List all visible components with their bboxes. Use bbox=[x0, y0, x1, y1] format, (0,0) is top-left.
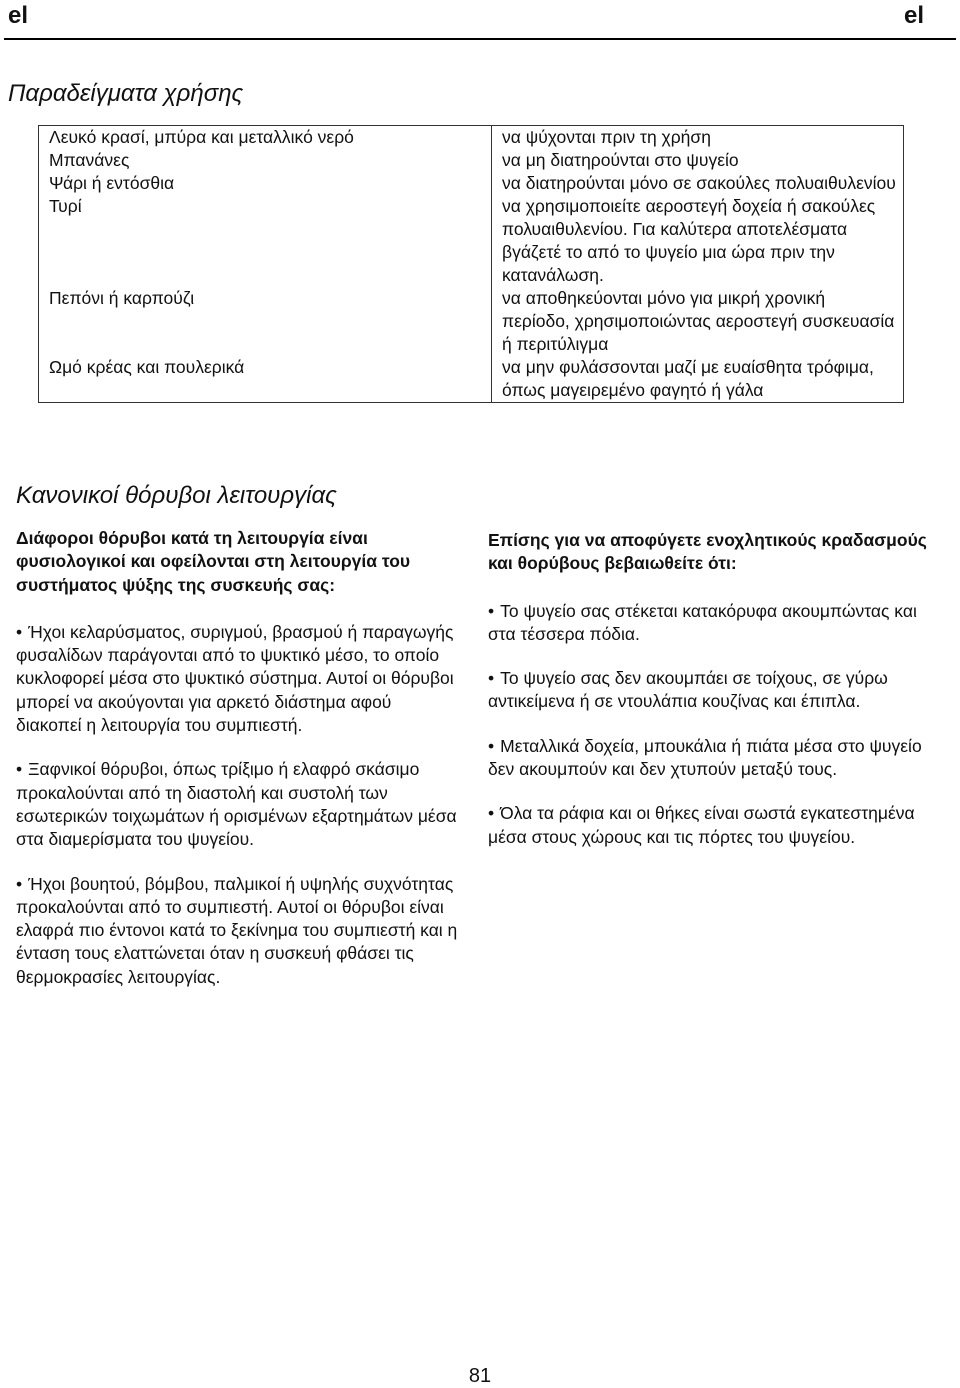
advice-cell bbox=[492, 287, 904, 356]
food-text: Ψάρι ή εντόσθια bbox=[49, 173, 175, 193]
noise-right-lead: Επίσης για να αποφύγετε ενοχλητικούς κραδασμούς και θορύβους βεβαιωθείτε ότι: bbox=[488, 530, 927, 574]
examples-title: Παραδείγματα χρήσης bbox=[8, 80, 244, 107]
noise-title: Κανονικοί θόρυβοι λειτουργίας bbox=[16, 482, 337, 509]
header-language-left: el bbox=[8, 2, 29, 29]
advice-text: να ψύχονται πριν τη χρήση bbox=[502, 127, 711, 147]
list-item: • Ήχοι κελαρύσματος, συριγμού, βρασμού ή παραγωγής φυσαλίδων παράγονται από το ψυκτικό μέσο, το οποίο κυκλοφορεί μέσα στο ψυκτικό σύστημα. Αυτοί οι θόρυβοι μπορεί να ακούγονται για αρκετό διάστημα αφού διακοπεί η λειτουργία του συμπιεστή. bbox=[16, 621, 454, 736]
food-cell bbox=[39, 126, 492, 196]
food-cell bbox=[39, 195, 492, 287]
list-item: • Μεταλλικά δοχεία, μπουκάλια ή πιάτα μέσα στο ψυγείο δεν ακουμπούν και δεν χτυπούν μεταξύ τους. bbox=[488, 735, 922, 780]
table-row bbox=[39, 356, 904, 403]
food-cell bbox=[39, 287, 492, 356]
header-language-right: el bbox=[903, 2, 924, 29]
table-row bbox=[39, 126, 904, 196]
advice-text: να μην φυλάσσονται μαζί με ευαίσθητα τρόφιμα, όπως μαγειρεμένο φαγητό ή γάλα bbox=[502, 357, 874, 400]
advice-cell bbox=[492, 195, 904, 287]
list-item: • Ξαφνικοί θόρυβοι, όπως τρίξιμο ή ελαφρό σκάσιμο προκαλούνται από τη διαστολή και συστολή των εσωτερικών τοιχωμάτων ή ορισμένων εξαρτημάτων μέσα στα διαμερίσματα του ψυγείου. bbox=[16, 759, 457, 850]
table-row bbox=[39, 287, 904, 356]
list-item: • Το ψυγείο σας στέκεται κατακόρυφα ακουμπώντας και στα τέσσερα πόδια. bbox=[488, 600, 917, 644]
advice-cell bbox=[492, 356, 904, 403]
advice-cell bbox=[492, 126, 904, 196]
food-cell bbox=[39, 356, 492, 403]
advice-text: να μη διατηρούνται στο ψυγείο bbox=[502, 150, 739, 170]
noise-left-column bbox=[16, 527, 461, 1010]
food-text: Λευκό κρασί, μπύρα και μεταλλικό νερό bbox=[49, 127, 354, 147]
table-row bbox=[39, 195, 904, 287]
page-number: 81 bbox=[468, 1365, 492, 1387]
advice-text: να αποθηκεύονται μόνο για μικρή χρονική περίοδο, χρησιμοποιώντας αεροστεγή συσκευασία ή περιτύλιγμα bbox=[502, 288, 895, 354]
advice-text: να διατηρούνται μόνο σε σακούλες πολυαιθυλενίου bbox=[502, 173, 896, 193]
food-text: Τυρί bbox=[49, 196, 82, 216]
food-text: Πεπόνι ή καρπούζι bbox=[49, 288, 195, 308]
list-item: • Όλα τα ράφια και οι θήκες είναι σωστά εγκατεστημένα μέσα στους χώρους και τις πόρτες του ψυγείου. bbox=[488, 803, 915, 847]
food-text: Ωμό κρέας και πουλερικά bbox=[49, 357, 245, 377]
list-item: • Ήχοι βουητού, βόμβου, παλμικοί ή υψηλής συχνότητας προκαλούνται από το συμπιεστή. Αυτοί οι θόρυβοι είναι ελαφρά πιο έντονοι κατά το ξεκίνημα του συμπιεστή και η ένταση τους ελαττώνεται όταν η συσκευή φθάσει τις θερμοκρασίες λειτουργίας. bbox=[16, 873, 458, 987]
header-rule bbox=[4, 38, 956, 40]
food-text: Μπανάνες bbox=[49, 150, 130, 170]
advice-text: να χρησιμοποιείτε αεροστεγή δοχεία ή σακούλες πολυαιθυλενίου. Για καλύτερα αποτελέσματα βγάζετέ το από το ψυγείο μια ώρα πριν την κατανάλωση. bbox=[502, 196, 876, 285]
examples-table bbox=[38, 125, 904, 403]
noise-left-lead: Διάφοροι θόρυβοι κατά τη λειτουργία είναι φυσιολογικοί και οφείλονται στη λειτουργία του συστήματος ψύξης της συσκευής σας: bbox=[16, 528, 411, 595]
list-item: • Το ψυγείο σας δεν ακουμπάει σε τοίχους, σε γύρω αντικείμενα ή σε ντουλάπια κουζίνας και έπιπλα. bbox=[488, 668, 888, 712]
noise-right-column bbox=[488, 529, 933, 870]
